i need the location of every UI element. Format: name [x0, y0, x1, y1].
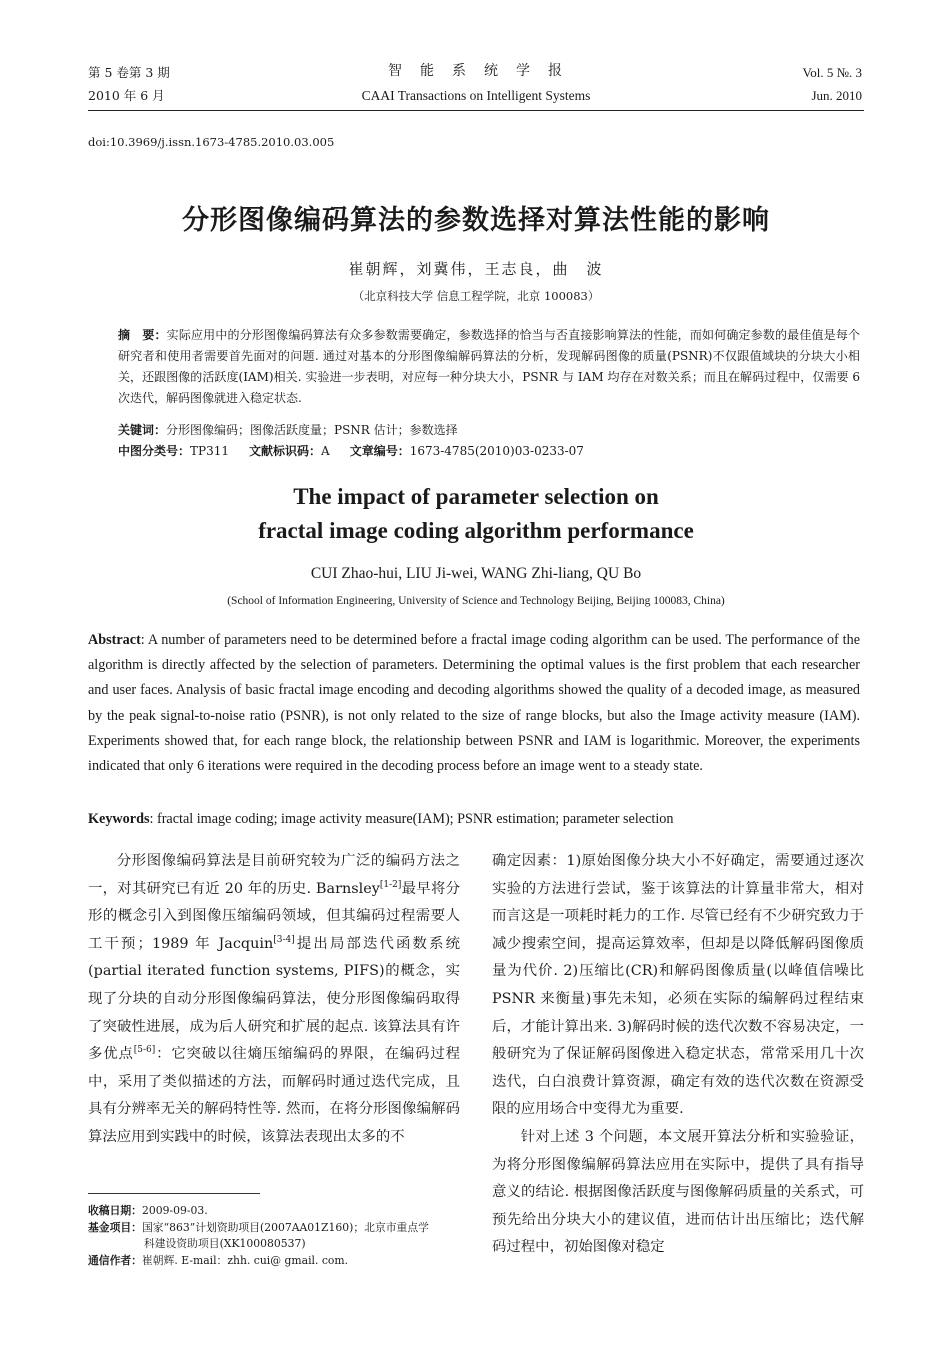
doc-code-value: A	[321, 444, 330, 458]
authors-en: CUI Zhao-hui, LIU Ji-wei, WANG Zhi-liang, QU Bo	[310, 565, 642, 582]
funding-value: 国家“863”计划资助项目(2007AA01Z160)；北京市重点学	[141, 1220, 429, 1234]
article-no-value: 1673-4785(2010)03-0233-07	[409, 444, 584, 458]
body-paragraph: 确定因素：1)原始图像分块大小不好确定，需要通过逐次实验的方法进行尝试，鉴于该算法的计算量非常大，相对而言这是一项耗时耗力的工作. 尽管已经有不少研究致力于减少搜索空间，提高运算效率，但却是以降低解码图像质量为代价. 2)压缩比(CR)和解码图像质量(以峰值信噪比 PSNR 来衡量)事先未知，必须在实际的编解码过程结束后，才能计算出来. 3)解码时候的迭代次数不容易决定，一般研究为了保证解码图像进入稳定状态，常常采用几十次迭代，白白浪费计算资源，确定有效的迭代次数在资源受限的应用场合中变得尤为重要.	[492, 853, 864, 1118]
authors-cn: 崔朝辉，刘冀伟，王志良，曲 波	[348, 260, 604, 278]
body-right-column	[492, 848, 864, 1262]
header-vol-no: Vol. 5 №. 3	[802, 65, 862, 80]
paper-title-en-line2: fractal image coding algorithm performance	[258, 518, 694, 543]
footnote-received	[88, 1203, 468, 1220]
affiliation-en: (School of Information Engineering, University of Science and Technology Beijing, Beijing 100083, China)	[227, 595, 725, 607]
keywords-en-label: Keywords	[88, 811, 150, 827]
abstract-cn	[118, 325, 860, 409]
journal-title-cn: 智 能 系 统 学 报	[388, 63, 564, 79]
body-text: ：它突破以往熵压缩编码的界限，在编码过程中，采用了类似描述的方法，而解码时通过迭代完成，且具有分辨率无关的解码特性等. 然而，在将分形图像编解码算法应用到实践中的时候，该算法表现出太多的不	[88, 1046, 460, 1145]
keywords-cn	[118, 420, 860, 441]
doi: doi:10.3969/j.issn.1673-4785.2010.03.005	[88, 135, 335, 149]
paper-title-cn: 分形图像编码算法的参数选择对算法性能的影响	[182, 205, 770, 236]
abstract-cn-label: 摘 要：	[118, 328, 167, 342]
keywords-en-text: : fractal image coding; image activity measure(IAM); PSNR estimation; parameter selection	[149, 811, 674, 827]
clc-value: TP311	[190, 444, 229, 458]
affiliation-cn: （北京科技大学 信息工程学院，北京 100083）	[352, 289, 600, 303]
header-date: 2010 年 6 月	[88, 88, 165, 103]
header-volume-issue: 第 5 卷第 3 期	[88, 65, 170, 80]
abstract-en-label: Abstract	[88, 632, 141, 648]
header-rule	[88, 110, 864, 111]
keywords-cn-label: 关键词：	[118, 423, 167, 437]
abstract-cn-text: 实际应用中的分形图像编码算法有众多参数需要确定，参数选择的恰当与否直接影响算法的性能，而如何确定参数的最佳值是每个研究者和使用者需要首先面对的问题. 通过对基本的分形图像编解码算法的分析，发现解码图像的质量(PSNR)不仅跟值域块的分块大小相关，还跟图像的活跃度(IAM)相关. 实验进一步表明，对应每一种分块大小，PSNR 与 IAM 均存在对数关系；而且在解码过程中，仅需要 6 次迭代，解码图像就进入稳定状态.	[118, 328, 860, 405]
keywords-en	[88, 807, 860, 832]
body-text: 最早将分形的概念引入到图像压缩编码领域，但其编码过程需要人工干预；1989 年 Jacquin	[88, 880, 460, 952]
body-left-column	[88, 848, 460, 1152]
citation[interactable]: [5-6]	[133, 1045, 156, 1056]
journal-title-en: CAAI Transactions on Intelligent Systems	[361, 88, 591, 103]
citation[interactable]: [3-4]	[273, 934, 295, 945]
body-text: 提出局部迭代函数系统(partial iterated function systems, PIFS)的概念，实现了分块的自动分形图像编码算法，使分形图像编码取得了突破性进展，成为后人研究和扩展的起点. 该算法具有许多优点	[88, 935, 460, 1063]
abstract-en	[88, 628, 860, 779]
contact-value: 崔朝辉. E-mail：zhh. cui@ gmail. com.	[141, 1253, 349, 1267]
received-value: 2009-09-03.	[141, 1204, 208, 1217]
clc-label: 中图分类号：	[118, 444, 191, 458]
body-text: 分形图像编码算法是目前研究较为广泛的编码方法之一，对其研究已有近 20 年的历史. Barnsley	[88, 853, 460, 897]
article-no-label: 文章编号：	[349, 444, 410, 458]
footnotes	[88, 1203, 468, 1269]
keywords-cn-text: 分形图像编码；图像活跃度量；PSNR 估计；参数选择	[166, 423, 458, 437]
classification-cn	[118, 441, 860, 462]
body-paragraph	[88, 848, 460, 1152]
footnote-funding	[88, 1220, 468, 1237]
paper-title-en-line1: The impact of parameter selection on	[293, 484, 659, 509]
received-label: 收稿日期：	[88, 1204, 142, 1217]
contact-label: 通信作者：	[88, 1253, 142, 1267]
citation[interactable]: [1-2]	[379, 879, 402, 890]
footnote-funding-cont: 科建设资助项目(XK100080537)	[144, 1237, 306, 1250]
funding-label: 基金项目：	[88, 1220, 142, 1234]
abstract-en-text: : A number of parameters need to be determined before a fractal image coding algorithm can be used. The performance of the algorithm is directly affected by the selection of parameters. Determining the optimal values is the first problem that each researcher and user faces. Analysis of basic fractal image encoding and decoding algorithms showed the quality of a decoded image, as measured by the peak signal-to-noise ratio (PSNR), is not only related to the size of range blocks, but also the Image activity measure (IAM). Experiments showed that, for each range block, the relationship between PSNR and IAM is logarithmic. Moreover, the experiments indicated that only 6 iterations were required in the decoding process before an image went to a steady state.	[88, 632, 860, 775]
footnote-rule	[88, 1193, 260, 1194]
footnote-contact	[88, 1253, 468, 1270]
paper-title-en	[0, 480, 952, 548]
doc-code-label: 文献标识码：	[249, 444, 322, 458]
header-month-year: Jun. 2010	[811, 88, 862, 103]
body-paragraph: 针对上述 3 个问题，本文展开算法分析和实验验证，为将分形图像编解码算法应用在实际中，提供了具有指导意义的结论. 根据图像活跃度与图像解码质量的关系式，可预先给出分块大小的建议值，进而估计出压缩比；迭代解码过程中，初始图像对稳定	[492, 1128, 864, 1256]
